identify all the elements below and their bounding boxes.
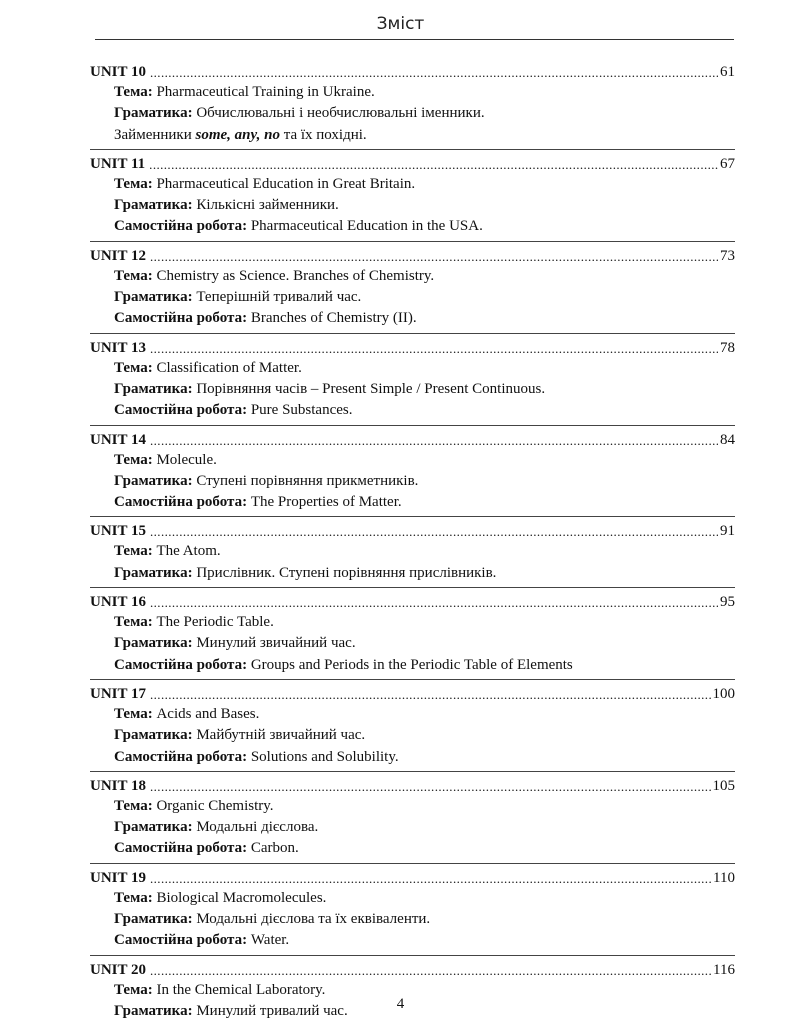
toc-entry [90,684,735,772]
unit-page-number: 73 [720,247,735,264]
unit-page-number: 67 [720,155,735,172]
grammar-line-label: Граматика: [114,635,193,652]
toc-entry-link[interactable] [90,592,735,612]
unit-page-number: 91 [720,523,735,540]
self-study-line [90,308,735,329]
toc-entry [90,246,735,334]
topic-line-label: Тема: [114,359,153,376]
toc-entry-link[interactable] [90,246,735,266]
page-number: 4 [396,996,405,1012]
dot-leader [150,248,718,266]
grammar-line [90,287,735,308]
page-title: Зміст [376,14,425,34]
grammar-line [90,817,735,838]
dot-leader [150,778,711,796]
unit-page-number: 61 [720,64,735,80]
topic-line-text: Organic Chemistry. [156,797,274,814]
toc-entry [90,592,735,680]
topic-line [90,358,735,379]
unit-title: UNIT 13 [90,339,146,356]
topic-line [90,450,735,471]
self-study-line-label: Самостійна робота: [114,932,248,949]
self-study-line [90,400,735,421]
grammar-line [90,103,735,124]
topic-line-label: Тема: [114,889,153,906]
grammar-line-text: Прислівник. Ступені порівняння прислівників. [196,564,497,581]
grammar-line-text: Теперішній тривалий час. [196,289,362,306]
grammar-line-label: Граматика: [114,380,193,397]
unit-title: UNIT 19 [90,869,146,886]
grammar-continuation-line [90,125,735,146]
topic-line-label: Тема: [114,451,153,468]
grammar-line [90,195,735,216]
unit-page-number: 78 [720,339,735,356]
grammar-line [90,563,735,584]
self-study-line-label: Самостійна робота: [114,748,248,765]
topic-line-label: Тема: [114,175,153,192]
topic-line [90,174,735,195]
toc-entry-link[interactable] [90,430,735,450]
grammar-line-label: Граматика: [114,197,193,214]
unit-page-number: 110 [713,869,735,886]
grammar-line-text: Обчислювальні і необчислювальні іменники. [196,105,485,122]
dot-leader [150,962,711,980]
toc-entry-link[interactable] [90,684,735,704]
grammar-line-text: Модальні дієслова та їх еквіваленти. [196,911,431,928]
header-divider [95,39,734,40]
self-study-line-label: Самостійна робота: [114,402,248,419]
unit-title: UNIT 18 [90,777,146,794]
grammar-line [90,909,735,930]
grammar-continuation-prefix: Займенники [114,126,196,143]
topic-line [90,704,735,725]
topic-line [90,888,735,909]
unit-title: UNIT 12 [90,247,146,264]
topic-line [90,541,735,562]
self-study-line-text: Pharmaceutical Education in the USA. [250,218,483,235]
topic-line-text: Pharmaceutical Education in Great Britain. [156,175,416,192]
self-study-line [90,492,735,513]
grammar-line [90,633,735,654]
dot-leader [149,156,718,174]
topic-line-text: Molecule. [156,451,217,468]
dot-leader [150,432,718,450]
topic-line-label: Тема: [114,543,153,560]
grammar-line-label: Граматика: [114,1002,193,1019]
topic-line-text: Chemistry as Science. Branches of Chemistry. [156,267,435,284]
grammar-line [90,379,735,400]
grammar-line-text: Майбутній звичайний час. [196,727,366,744]
unit-title: UNIT 11 [90,155,146,172]
topic-line-text: Pharmaceutical Training in Ukraine. [156,84,375,100]
toc-entry-link[interactable] [90,338,735,358]
unit-title: UNIT 17 [90,685,146,702]
grammar-line-label: Граматика: [114,819,193,836]
grammar-line-text: Кількісні займенники. [196,197,339,214]
grammar-line-label: Граматика: [114,289,193,306]
self-study-line-text: Branches of Chemistry (II). [250,310,417,327]
grammar-line-text: Минулий тривалий час. [196,1002,348,1019]
topic-line-label: Тема: [114,614,153,631]
grammar-line-text: Модальні дієслова. [196,819,319,836]
self-study-line-text: Solutions and Solubility. [250,748,399,765]
unit-page-number: 116 [713,961,735,978]
topic-line [90,82,735,103]
unit-page-number: 105 [712,777,735,794]
unit-page-number: 95 [720,594,735,611]
topic-line-text: Classification of Matter. [156,359,302,376]
topic-line-text: Biological Macromolecules. [156,889,327,906]
toc-entry [90,776,735,864]
dot-leader [150,64,718,82]
toc-entry-link[interactable] [90,154,735,174]
dot-leader [150,594,718,612]
topic-line [90,796,735,817]
grammar-line-label: Граматика: [114,472,193,489]
unit-page-number: 100 [712,685,735,702]
toc-entry-link[interactable] [90,960,735,980]
topic-line-label: Тема: [114,705,153,722]
dot-leader [150,686,711,704]
grammar-line-label: Граматика: [114,727,193,744]
toc-entry [90,868,735,956]
toc-entry [90,960,735,1026]
toc-entry-link[interactable] [90,521,735,541]
self-study-line [90,655,735,676]
self-study-line [90,216,735,237]
topic-line-label: Тема: [114,797,153,814]
toc-entry [90,430,735,518]
self-study-line [90,747,735,768]
self-study-line [90,930,735,951]
grammar-line-text: Минулий звичайний час. [196,635,356,652]
dot-leader [150,870,711,888]
unit-title: UNIT 20 [90,961,146,978]
grammar-line [90,471,735,492]
self-study-line-label: Самостійна робота: [114,310,248,327]
unit-title: UNIT 15 [90,523,146,540]
toc-entry [90,338,735,426]
dot-leader [150,340,718,358]
grammar-line-text: Порівняння часів – Present Simple / Present Continuous. [196,380,546,397]
table-of-contents [90,62,735,1029]
self-study-line [90,838,735,859]
grammar-continuation-suffix: та їх похідні. [279,126,367,143]
topic-line [90,612,735,633]
toc-entry-link[interactable] [90,776,735,796]
grammar-line [90,725,735,746]
topic-line-text: In the Chemical Laboratory. [156,981,326,998]
unit-title: UNIT 14 [90,431,146,448]
self-study-line-text: Carbon. [250,840,299,857]
toc-entry [90,521,735,588]
topic-line-label: Тема: [114,84,153,100]
grammar-line-label: Граматика: [114,564,193,581]
self-study-line-text: Water. [250,932,290,949]
topic-line-text: The Periodic Table. [156,614,274,631]
toc-entry [90,62,735,150]
topic-line-text: Acids and Bases. [156,705,260,722]
self-study-line-text: Groups and Periods in the Periodic Table of Elements [250,656,573,673]
self-study-line-label: Самостійна робота: [114,494,248,511]
grammar-line-label: Граматика: [114,911,193,928]
topic-line-text: The Atom. [156,543,221,560]
unit-page-number: 84 [720,431,735,448]
grammar-line-text: Ступені порівняння прикметників. [196,472,419,489]
unit-title: UNIT 10 [90,64,146,80]
self-study-line-label: Самостійна робота: [114,840,248,857]
dot-leader [150,523,718,541]
grammar-line-label: Граматика: [114,105,193,122]
self-study-line-text: The Properties of Matter. [250,494,402,511]
self-study-line-text: Pure Substances. [250,402,353,419]
self-study-line-label: Самостійна робота: [114,218,248,235]
toc-entry-link[interactable] [90,868,735,888]
grammar-pronoun-words: some, any, no [195,126,280,143]
topic-line-label: Тема: [114,267,153,284]
unit-title: UNIT 16 [90,594,146,611]
topic-line-label: Тема: [114,981,153,998]
toc-entry-link[interactable] [90,62,735,82]
topic-line [90,266,735,287]
self-study-line-label: Самостійна робота: [114,656,248,673]
toc-entry [90,154,735,242]
